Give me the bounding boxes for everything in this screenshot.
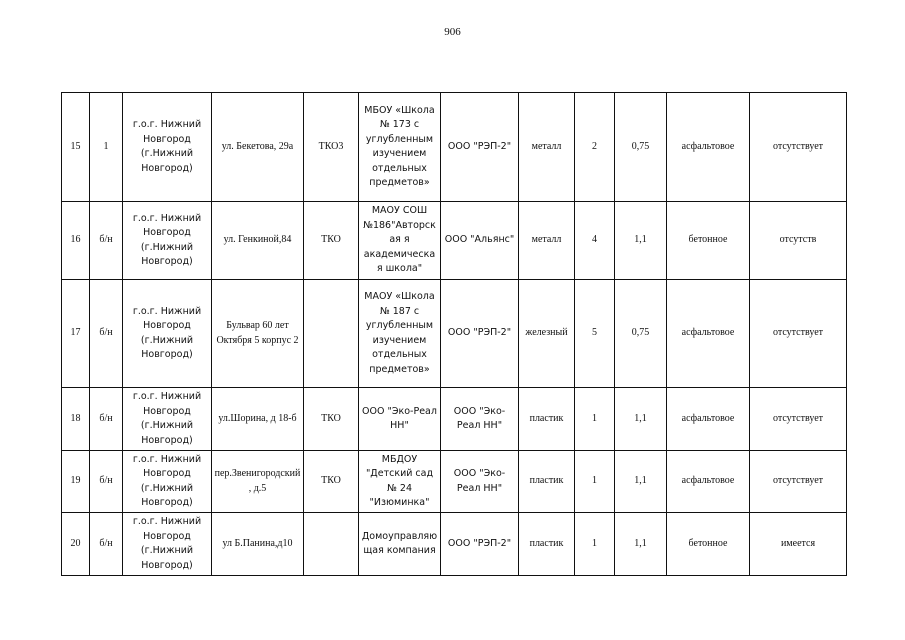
container-volume-cell: 1,1 bbox=[615, 451, 667, 513]
container-count-cell: 4 bbox=[575, 202, 615, 280]
container-material-cell: металл bbox=[519, 202, 575, 280]
container-volume-cell: 0,75 bbox=[615, 93, 667, 202]
surface-cell: асфальтовое bbox=[667, 388, 750, 451]
owner-cell: МАОУ «Школа № 187 с углубленным изучением отдельных предметов» bbox=[359, 280, 441, 388]
owner-cell: МБДОУ "Детский сад № 24 "Изюминка" bbox=[359, 451, 441, 513]
row-number: 18 bbox=[62, 388, 90, 451]
site-number: б/н bbox=[90, 513, 123, 576]
container-material-cell: пластик bbox=[519, 388, 575, 451]
surface-cell: бетонное bbox=[667, 202, 750, 280]
row-number: 19 bbox=[62, 451, 90, 513]
address-cell: ул Б.Панина,д10 bbox=[212, 513, 304, 576]
address-cell: Бульвар 60 лет Октября 5 корпус 2 bbox=[212, 280, 304, 388]
fence-cell: отсутствует bbox=[750, 280, 847, 388]
owner-cell: МАОУ СОШ №186"Авторская я академическая школа" bbox=[359, 202, 441, 280]
row-number: 16 bbox=[62, 202, 90, 280]
operator-cell: ООО "Эко-Реал НН" bbox=[441, 388, 519, 451]
container-count-cell: 2 bbox=[575, 93, 615, 202]
operator-cell: ООО "РЭП-2" bbox=[441, 513, 519, 576]
site-number: б/н bbox=[90, 451, 123, 513]
container-volume-cell: 1,1 bbox=[615, 202, 667, 280]
operator-cell: ООО "РЭП-2" bbox=[441, 93, 519, 202]
waste-type-cell bbox=[304, 280, 359, 388]
container-material-cell: металл bbox=[519, 93, 575, 202]
container-volume-cell: 0,75 bbox=[615, 280, 667, 388]
municipality-cell: г.о.г. Нижний Новгород (г.Нижний Новгород) bbox=[123, 202, 212, 280]
table-row bbox=[62, 513, 847, 576]
container-volume-cell: 1,1 bbox=[615, 388, 667, 451]
waste-type-cell: ТКО3 bbox=[304, 93, 359, 202]
operator-cell: ООО "Альянс" bbox=[441, 202, 519, 280]
waste-type-cell: ТКО bbox=[304, 451, 359, 513]
container-material-cell: пластик bbox=[519, 513, 575, 576]
site-number: б/н bbox=[90, 280, 123, 388]
waste-type-cell bbox=[304, 513, 359, 576]
table-row bbox=[62, 388, 847, 451]
site-number: б/н bbox=[90, 388, 123, 451]
table-row bbox=[62, 280, 847, 388]
municipality-cell: г.о.г. Нижний Новгород (г.Нижний Новгород) bbox=[123, 388, 212, 451]
municipality-cell: г.о.г. Нижний Новгород (г.Нижний Новгород) bbox=[123, 93, 212, 202]
container-count-cell: 1 bbox=[575, 388, 615, 451]
container-volume-cell: 1,1 bbox=[615, 513, 667, 576]
owner-cell: МБОУ «Школа № 173 с углубленным изучением отдельных предметов» bbox=[359, 93, 441, 202]
owner-cell: ООО "Эко-Реал НН" bbox=[359, 388, 441, 451]
fence-cell: отсутствует bbox=[750, 451, 847, 513]
address-cell: ул. Генкиной,84 bbox=[212, 202, 304, 280]
surface-cell: асфальтовое bbox=[667, 451, 750, 513]
waste-sites-table bbox=[61, 92, 847, 576]
row-number: 20 bbox=[62, 513, 90, 576]
table-row bbox=[62, 451, 847, 513]
container-material-cell: пластик bbox=[519, 451, 575, 513]
fence-cell: отсутствует bbox=[750, 388, 847, 451]
waste-type-cell: ТКО bbox=[304, 388, 359, 451]
municipality-cell: г.о.г. Нижний Новгород (г.Нижний Новгород) bbox=[123, 513, 212, 576]
municipality-cell: г.о.г. Нижний Новгород (г.Нижний Новгород) bbox=[123, 451, 212, 513]
surface-cell: асфальтовое bbox=[667, 93, 750, 202]
container-count-cell: 1 bbox=[575, 513, 615, 576]
container-count-cell: 5 bbox=[575, 280, 615, 388]
fence-cell: отсутствует bbox=[750, 93, 847, 202]
table-row bbox=[62, 202, 847, 280]
fence-cell: отсутств bbox=[750, 202, 847, 280]
container-count-cell: 1 bbox=[575, 451, 615, 513]
surface-cell: бетонное bbox=[667, 513, 750, 576]
page-number: 906 bbox=[444, 26, 461, 38]
operator-cell: ООО "РЭП-2" bbox=[441, 280, 519, 388]
address-cell: пер.Звенигородский, д.5 bbox=[212, 451, 304, 513]
address-cell: ул. Бекетова, 29а bbox=[212, 93, 304, 202]
site-number: 1 bbox=[90, 93, 123, 202]
owner-cell: Домоуправляющая компания bbox=[359, 513, 441, 576]
operator-cell: ООО "Эко-Реал НН" bbox=[441, 451, 519, 513]
site-number: б/н bbox=[90, 202, 123, 280]
table-row bbox=[62, 93, 847, 202]
row-number: 15 bbox=[62, 93, 90, 202]
row-number: 17 bbox=[62, 280, 90, 388]
waste-type-cell: ТКО bbox=[304, 202, 359, 280]
container-material-cell: железный bbox=[519, 280, 575, 388]
municipality-cell: г.о.г. Нижний Новгород (г.Нижний Новгород) bbox=[123, 280, 212, 388]
fence-cell: имеется bbox=[750, 513, 847, 576]
address-cell: ул.Шорина, д 18-б bbox=[212, 388, 304, 451]
surface-cell: асфальтовое bbox=[667, 280, 750, 388]
